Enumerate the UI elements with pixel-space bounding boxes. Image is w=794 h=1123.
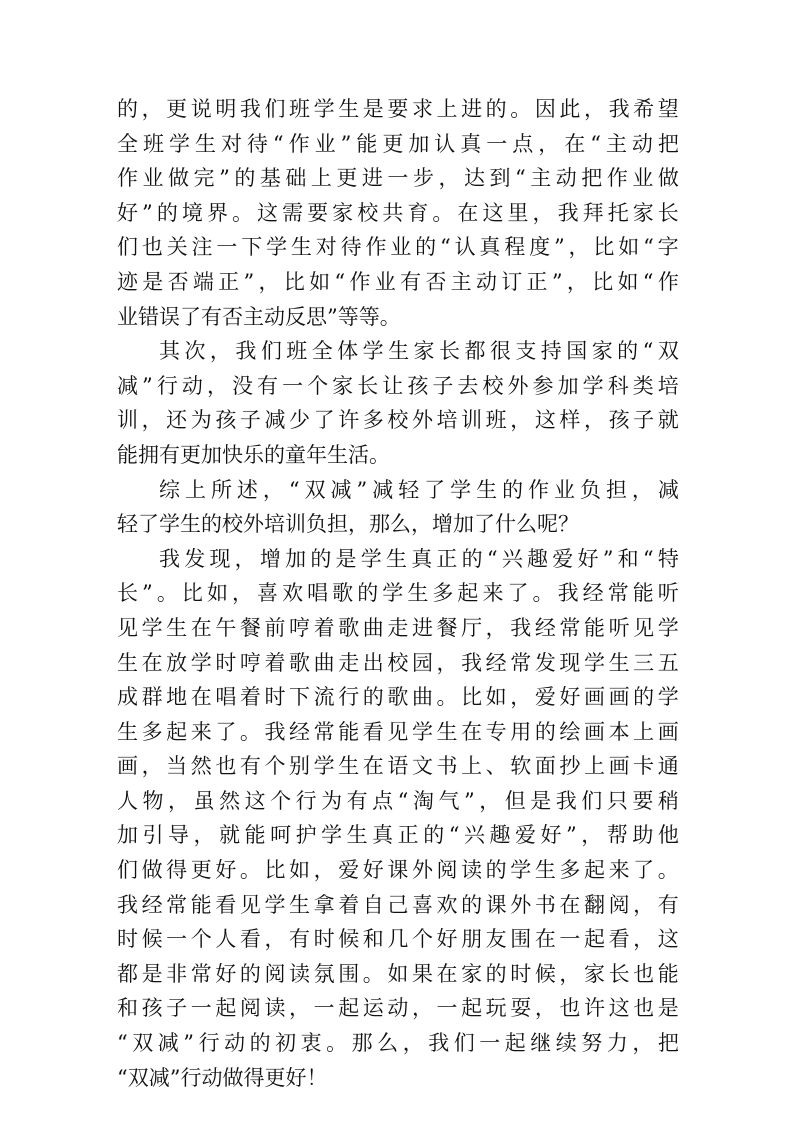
paragraph xyxy=(117,542,679,1096)
text-line: “ 双 减 ” 行 动 的 初 衷 。 那 么 ， 我 们 一 起 继 续 努 力 ， 把 xyxy=(117,1031,679,1056)
text-line: 见 学 生 在 午 餐 前 哼 着 歌 曲 走 进 餐 厅 ， 我 经 常 能 听 见 学 xyxy=(117,615,679,640)
text-line: 都 是 非 常 好 的 阅 读 氛 围 。 如 果 在 家 的 时 候 ， 家 长 也 能 xyxy=(117,961,679,986)
text-line: 们 做 得 更 好 。 比 如 ， 爱 好 课 外 阅 读 的 学 生 多 起 来 了 。 xyxy=(117,858,679,883)
text-line: 成 群 地 在 唱 着 时 下 流 行 的 歌 曲 。 比 如 ， 爱 好 画 画 的 学 xyxy=(117,685,679,710)
text-line: 能拥有更加快乐的童年生活。 xyxy=(117,442,390,467)
text-line: 迹 是 否 端 正 ” ， 比 如 “ 作 业 有 否 主 动 订 正 ” ， 比 如 “ 作 xyxy=(117,269,679,294)
text-line: 和 孩 子 一 起 阅 读 ， 一 起 运 动 ， 一 起 玩 耍 ， 也 许 这 也 是 xyxy=(117,996,679,1021)
text-line: 训 ， 还 为 孩 子 减 少 了 许 多 校 外 培 训 班 ， 这 样 ， 孩 子 就 xyxy=(117,408,679,433)
text-line: 画 ， 当 然 也 有 个 别 学 生 在 语 文 书 上 、 软 面 抄 上 画 卡 通 xyxy=(117,754,679,779)
paragraph xyxy=(117,473,679,542)
text-line: 减 ” 行 动 ， 没 有 一 个 家 长 让 孩 子 去 校 外 参 加 学 科 类 培 xyxy=(117,373,679,398)
document-page xyxy=(117,92,679,1095)
text-line: 好 ” 的 境 界 。 这 需 要 家 校 共 育 。 在 这 里 ， 我 拜 托 家 长 xyxy=(117,200,679,225)
text-line: 其 次 ， 我 们 班 全 体 学 生 家 长 都 很 支 持 国 家 的 “ 双 xyxy=(159,339,679,364)
text-line: 时 候 一 个 人 看 ， 有 时 候 和 几 个 好 朋 友 围 在 一 起 看 ， 这 xyxy=(117,927,679,952)
text-line: 我 发 现 ， 增 加 的 是 学 生 真 正 的 “ 兴 趣 爱 好 ” 和 “ 特 xyxy=(159,546,679,571)
text-line: 们 也 关 注 一 下 学 生 对 待 作 业 的 “ 认 真 程 度 ” ， 比 如 “ 字 xyxy=(117,235,679,260)
text-line: 我 经 常 能 看 见 学 生 拿 着 自 己 喜 欢 的 课 外 书 在 翻 阅 ， 有 xyxy=(117,892,679,917)
text-line: 的 ， 更 说 明 我 们 班 学 生 是 要 求 上 进 的 。 因 此 ， 我 希 望 xyxy=(117,97,679,121)
text-line: 生 多 起 来 了 。 我 经 常 能 看 见 学 生 在 专 用 的 绘 画 本 上 画 xyxy=(117,719,679,744)
text-line: 全 班 学 生 对 待 “ 作 业 ” 能 更 加 认 真 一 点 ， 在 “ 主 动 把 xyxy=(117,131,679,156)
text-line: “双减”行动做得更好！ xyxy=(117,1065,328,1090)
text-line: 生 在 放 学 时 哼 着 歌 曲 走 出 校 园 ， 我 经 常 发 现 学 生 三 五 xyxy=(117,650,679,675)
paragraph xyxy=(117,334,679,472)
text-line: 轻了学生的校外培训负担，那么，增加了什么呢？ xyxy=(117,512,579,537)
text-line: 长 ” 。 比 如 ， 喜 欢 唱 歌 的 学 生 多 起 来 了 。 我 经 常 能 听 xyxy=(117,581,679,606)
text-line: 加 引 导 ， 就 能 呵 护 学 生 真 正 的 “ 兴 趣 爱 好 ” ， 帮 助 他 xyxy=(117,823,679,848)
text-line: 人 物 ， 虽 然 这 个 行 为 有 点 “ 淘 气 ” ， 但 是 我 们 只 要 稍 xyxy=(117,788,679,813)
text-line: 综 上 所 述 ， “ 双 减 ” 减 轻 了 学 生 的 作 业 负 担 ， 减 xyxy=(159,477,679,502)
paragraph xyxy=(117,92,679,334)
text-line: 作 业 做 完 ” 的 基 础 上 更 进 一 步 ， 达 到 “ 主 动 把 作 业 做 xyxy=(117,166,679,191)
text-line: 业错误了有否主动反思”等等。 xyxy=(117,304,401,329)
